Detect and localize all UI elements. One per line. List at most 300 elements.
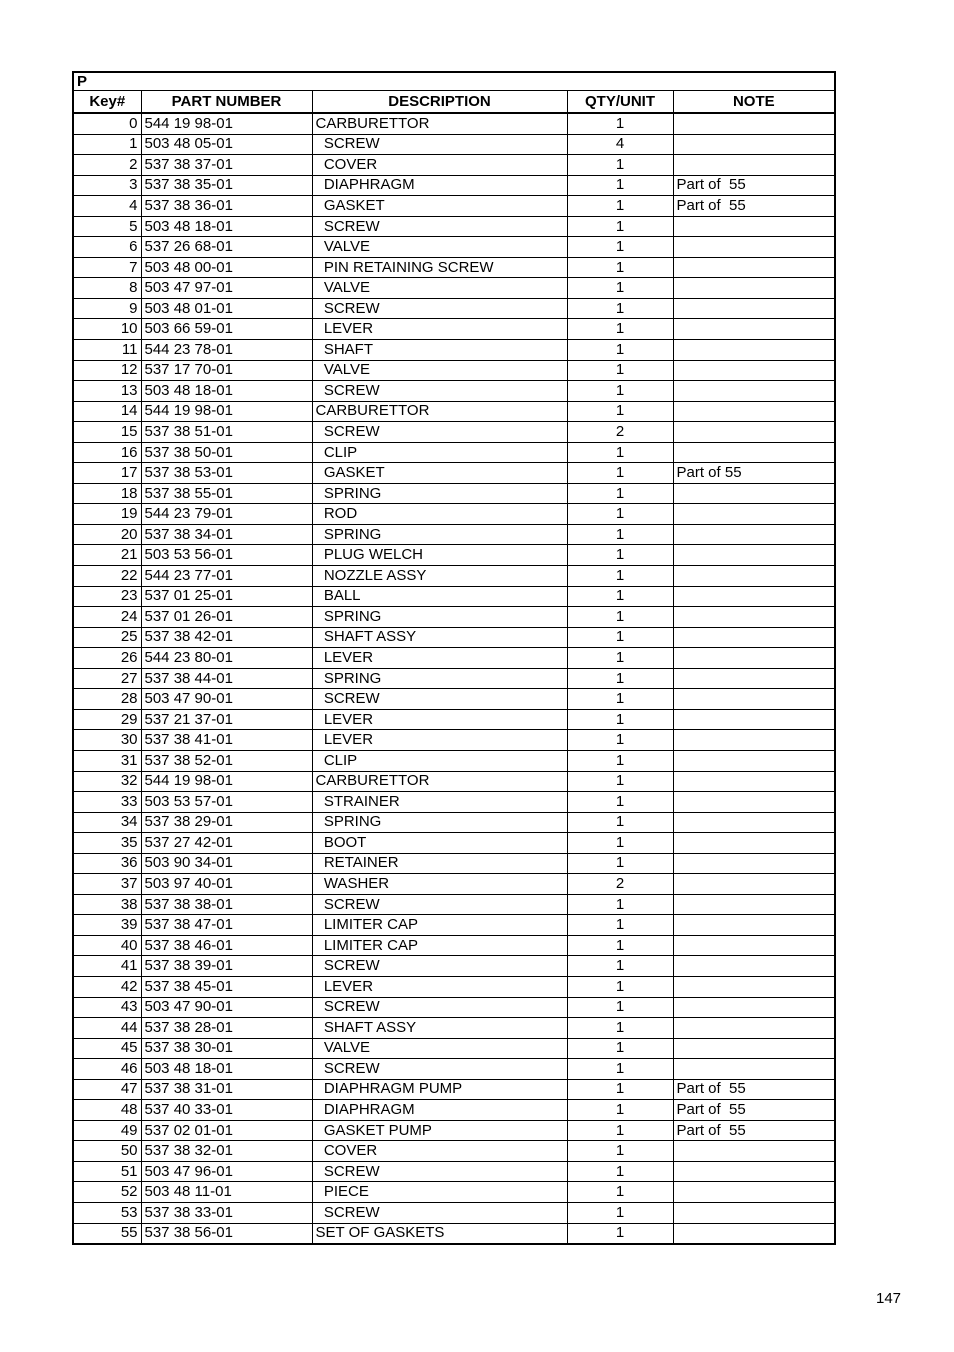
qty-cell: 1: [567, 689, 673, 710]
qty-cell: 1: [567, 1079, 673, 1100]
description-cell: CARBURETTOR: [312, 113, 567, 134]
qty-cell: 1: [567, 935, 673, 956]
key-cell: 32: [73, 771, 141, 792]
table-row: [73, 1038, 835, 1059]
note-cell: Part of 55: [673, 1100, 835, 1121]
qty-cell: 1: [567, 627, 673, 648]
qty-cell: 4: [567, 134, 673, 155]
note-cell: [673, 134, 835, 155]
description-cell: SPRING: [312, 524, 567, 545]
description-cell: SCREW: [312, 997, 567, 1018]
qty-cell: 1: [567, 155, 673, 176]
note-cell: [673, 442, 835, 463]
header-note: NOTE: [673, 91, 835, 114]
part-number-cell: 544 23 79-01: [141, 504, 312, 525]
part-number-cell: 503 53 57-01: [141, 792, 312, 813]
description-cell: LEVER: [312, 709, 567, 730]
note-cell: [673, 1141, 835, 1162]
qty-cell: 1: [567, 278, 673, 299]
note-cell: [673, 874, 835, 895]
note-cell: [673, 1202, 835, 1223]
note-cell: [673, 997, 835, 1018]
key-cell: 7: [73, 257, 141, 278]
qty-cell: 1: [567, 401, 673, 422]
key-cell: 45: [73, 1038, 141, 1059]
qty-cell: 1: [567, 545, 673, 566]
table-row: [73, 976, 835, 997]
table-row: [73, 771, 835, 792]
key-cell: 31: [73, 750, 141, 771]
part-number-cell: 537 38 38-01: [141, 894, 312, 915]
key-cell: 17: [73, 463, 141, 484]
key-cell: 8: [73, 278, 141, 299]
qty-cell: 1: [567, 997, 673, 1018]
qty-cell: 1: [567, 709, 673, 730]
qty-cell: 1: [567, 956, 673, 977]
note-cell: [673, 278, 835, 299]
key-cell: 18: [73, 483, 141, 504]
note-cell: [673, 812, 835, 833]
description-cell: SPRING: [312, 812, 567, 833]
table-row: [73, 915, 835, 936]
part-number-cell: 503 47 97-01: [141, 278, 312, 299]
table-row: [73, 381, 835, 402]
description-cell: LEVER: [312, 730, 567, 751]
description-cell: SPRING: [312, 483, 567, 504]
key-cell: 16: [73, 442, 141, 463]
qty-cell: 1: [567, 442, 673, 463]
table-row: [73, 113, 835, 134]
part-number-cell: 537 38 28-01: [141, 1018, 312, 1039]
part-number-cell: 537 01 25-01: [141, 586, 312, 607]
qty-cell: 1: [567, 1018, 673, 1039]
description-cell: ROD: [312, 504, 567, 525]
part-number-cell: 537 38 36-01: [141, 196, 312, 217]
qty-cell: 1: [567, 853, 673, 874]
note-cell: Part of 55: [673, 463, 835, 484]
part-number-cell: 544 23 77-01: [141, 566, 312, 587]
key-cell: 3: [73, 175, 141, 196]
table-row: [73, 997, 835, 1018]
part-number-cell: 537 38 55-01: [141, 483, 312, 504]
note-cell: [673, 524, 835, 545]
note-cell: [673, 771, 835, 792]
table-row: [73, 874, 835, 895]
part-number-cell: 537 38 34-01: [141, 524, 312, 545]
key-cell: 0: [73, 113, 141, 134]
note-cell: [673, 586, 835, 607]
key-cell: 27: [73, 668, 141, 689]
description-cell: VALVE: [312, 360, 567, 381]
description-cell: SCREW: [312, 956, 567, 977]
description-cell: SCREW: [312, 134, 567, 155]
part-number-cell: 503 48 11-01: [141, 1182, 312, 1203]
qty-cell: 1: [567, 483, 673, 504]
table-row: [73, 504, 835, 525]
part-number-cell: 537 38 42-01: [141, 627, 312, 648]
part-number-cell: 537 01 26-01: [141, 607, 312, 628]
key-cell: 6: [73, 237, 141, 258]
description-cell: PIN RETAINING SCREW: [312, 257, 567, 278]
description-cell: SPRING: [312, 668, 567, 689]
table-row: [73, 298, 835, 319]
note-cell: [673, 237, 835, 258]
qty-cell: 1: [567, 216, 673, 237]
qty-cell: 1: [567, 381, 673, 402]
key-cell: 46: [73, 1059, 141, 1080]
part-number-cell: 503 48 01-01: [141, 298, 312, 319]
table-row: [73, 1059, 835, 1080]
description-cell: SHAFT ASSY: [312, 627, 567, 648]
qty-cell: 2: [567, 874, 673, 895]
note-cell: Part of 55: [673, 1120, 835, 1141]
table-row: [73, 1223, 835, 1244]
part-number-cell: 537 38 30-01: [141, 1038, 312, 1059]
table-row: [73, 257, 835, 278]
table-row: [73, 1202, 835, 1223]
note-cell: [673, 1059, 835, 1080]
part-number-cell: 537 38 50-01: [141, 442, 312, 463]
qty-cell: 1: [567, 771, 673, 792]
description-cell: PLUG WELCH: [312, 545, 567, 566]
part-number-cell: 544 23 78-01: [141, 340, 312, 361]
table-row: [73, 1018, 835, 1039]
note-cell: [673, 709, 835, 730]
key-cell: 47: [73, 1079, 141, 1100]
qty-cell: 1: [567, 833, 673, 854]
description-cell: SCREW: [312, 216, 567, 237]
part-number-cell: 537 38 39-01: [141, 956, 312, 977]
key-cell: 33: [73, 792, 141, 813]
qty-cell: 1: [567, 668, 673, 689]
part-number-cell: 544 19 98-01: [141, 401, 312, 422]
qty-cell: 1: [567, 175, 673, 196]
part-number-cell: 537 38 53-01: [141, 463, 312, 484]
table-row: [73, 627, 835, 648]
part-number-cell: 537 38 33-01: [141, 1202, 312, 1223]
qty-cell: 1: [567, 524, 673, 545]
description-cell: STRAINER: [312, 792, 567, 813]
part-number-cell: 537 38 41-01: [141, 730, 312, 751]
part-number-cell: 503 48 18-01: [141, 216, 312, 237]
table-row: [73, 750, 835, 771]
note-cell: [673, 1038, 835, 1059]
key-cell: 10: [73, 319, 141, 340]
note-cell: [673, 1018, 835, 1039]
note-cell: [673, 381, 835, 402]
qty-cell: 1: [567, 792, 673, 813]
table-row: [73, 463, 835, 484]
parts-table: [72, 71, 836, 1245]
table-row: [73, 730, 835, 751]
key-cell: 37: [73, 874, 141, 895]
qty-cell: 1: [567, 1038, 673, 1059]
description-cell: NOZZLE ASSY: [312, 566, 567, 587]
note-cell: [673, 648, 835, 669]
table-row: [73, 586, 835, 607]
part-number-cell: 537 38 45-01: [141, 976, 312, 997]
description-cell: CLIP: [312, 750, 567, 771]
key-cell: 49: [73, 1120, 141, 1141]
table-row: [73, 1100, 835, 1121]
table-row: [73, 792, 835, 813]
note-cell: [673, 298, 835, 319]
description-cell: VALVE: [312, 278, 567, 299]
parts-body: [73, 113, 835, 1244]
part-number-cell: 544 19 98-01: [141, 113, 312, 134]
table-row: [73, 175, 835, 196]
key-cell: 50: [73, 1141, 141, 1162]
key-cell: 23: [73, 586, 141, 607]
key-cell: 39: [73, 915, 141, 936]
table-row: [73, 935, 835, 956]
note-cell: Part of 55: [673, 1079, 835, 1100]
qty-cell: 1: [567, 607, 673, 628]
qty-cell: 1: [567, 360, 673, 381]
header-part-number: PART NUMBER: [141, 91, 312, 114]
qty-cell: 1: [567, 730, 673, 751]
qty-cell: 1: [567, 504, 673, 525]
table-row: [73, 566, 835, 587]
table-row: [73, 689, 835, 710]
part-number-cell: 503 48 18-01: [141, 1059, 312, 1080]
description-cell: DIAPHRAGM PUMP: [312, 1079, 567, 1100]
note-cell: [673, 340, 835, 361]
note-cell: [673, 504, 835, 525]
header-description: DESCRIPTION: [312, 91, 567, 114]
qty-cell: 1: [567, 976, 673, 997]
key-cell: 51: [73, 1161, 141, 1182]
key-cell: 36: [73, 853, 141, 874]
note-cell: [673, 319, 835, 340]
key-cell: 26: [73, 648, 141, 669]
qty-cell: 1: [567, 1141, 673, 1162]
part-number-cell: 537 26 68-01: [141, 237, 312, 258]
part-number-cell: 503 48 00-01: [141, 257, 312, 278]
part-number-cell: 503 66 59-01: [141, 319, 312, 340]
table-row: [73, 1161, 835, 1182]
qty-cell: 1: [567, 257, 673, 278]
key-cell: 53: [73, 1202, 141, 1223]
note-cell: [673, 607, 835, 628]
qty-cell: 1: [567, 1059, 673, 1080]
header-key: Key#: [73, 91, 141, 114]
note-cell: [673, 216, 835, 237]
qty-cell: 1: [567, 1100, 673, 1121]
part-number-cell: 537 02 01-01: [141, 1120, 312, 1141]
key-cell: 28: [73, 689, 141, 710]
note-cell: [673, 113, 835, 134]
qty-cell: 1: [567, 586, 673, 607]
description-cell: CARBURETTOR: [312, 771, 567, 792]
part-number-cell: 537 38 51-01: [141, 422, 312, 443]
qty-cell: 1: [567, 566, 673, 587]
note-cell: [673, 483, 835, 504]
description-cell: SET OF GASKETS: [312, 1223, 567, 1244]
table-row: [73, 360, 835, 381]
header-row: [73, 91, 835, 114]
table-row: [73, 134, 835, 155]
part-number-cell: 503 47 90-01: [141, 689, 312, 710]
qty-cell: 1: [567, 237, 673, 258]
note-cell: [673, 1223, 835, 1244]
description-cell: SHAFT ASSY: [312, 1018, 567, 1039]
qty-cell: 1: [567, 750, 673, 771]
part-number-cell: 503 47 90-01: [141, 997, 312, 1018]
key-cell: 15: [73, 422, 141, 443]
table-row: [73, 668, 835, 689]
table-row: [73, 1141, 835, 1162]
table-row: [73, 155, 835, 176]
key-cell: 48: [73, 1100, 141, 1121]
description-cell: LEVER: [312, 976, 567, 997]
table-row: [73, 956, 835, 977]
key-cell: 42: [73, 976, 141, 997]
table-row: [73, 442, 835, 463]
description-cell: VALVE: [312, 1038, 567, 1059]
key-cell: 24: [73, 607, 141, 628]
description-cell: DIAPHRAGM: [312, 1100, 567, 1121]
note-cell: [673, 155, 835, 176]
key-cell: 43: [73, 997, 141, 1018]
note-cell: [673, 915, 835, 936]
key-cell: 29: [73, 709, 141, 730]
description-cell: SHAFT: [312, 340, 567, 361]
table-row: [73, 812, 835, 833]
key-cell: 30: [73, 730, 141, 751]
note-cell: [673, 422, 835, 443]
table-row: [73, 319, 835, 340]
key-cell: 2: [73, 155, 141, 176]
description-cell: SCREW: [312, 381, 567, 402]
table-row: [73, 340, 835, 361]
key-cell: 5: [73, 216, 141, 237]
qty-cell: 1: [567, 1223, 673, 1244]
note-cell: [673, 627, 835, 648]
table-row: [73, 1079, 835, 1100]
description-cell: PIECE: [312, 1182, 567, 1203]
note-cell: [673, 689, 835, 710]
description-cell: DIAPHRAGM: [312, 175, 567, 196]
table-row: [73, 607, 835, 628]
description-cell: LEVER: [312, 648, 567, 669]
qty-cell: 1: [567, 1120, 673, 1141]
key-cell: 52: [73, 1182, 141, 1203]
part-number-cell: 503 47 96-01: [141, 1161, 312, 1182]
qty-cell: 1: [567, 1182, 673, 1203]
description-cell: GASKET: [312, 196, 567, 217]
part-number-cell: 544 23 80-01: [141, 648, 312, 669]
description-cell: SCREW: [312, 298, 567, 319]
part-number-cell: 537 38 56-01: [141, 1223, 312, 1244]
description-cell: SCREW: [312, 422, 567, 443]
note-cell: [673, 853, 835, 874]
section-row: [73, 72, 835, 91]
table-row: [73, 833, 835, 854]
note-cell: [673, 935, 835, 956]
description-cell: LIMITER CAP: [312, 935, 567, 956]
note-cell: [673, 1161, 835, 1182]
description-cell: BALL: [312, 586, 567, 607]
note-cell: [673, 257, 835, 278]
table-row: [73, 853, 835, 874]
key-cell: 22: [73, 566, 141, 587]
description-cell: SCREW: [312, 1059, 567, 1080]
part-number-cell: 537 38 47-01: [141, 915, 312, 936]
key-cell: 13: [73, 381, 141, 402]
qty-cell: 1: [567, 319, 673, 340]
part-number-cell: 537 38 37-01: [141, 155, 312, 176]
part-number-cell: 503 48 05-01: [141, 134, 312, 155]
description-cell: WASHER: [312, 874, 567, 895]
qty-cell: 1: [567, 648, 673, 669]
table-row: [73, 237, 835, 258]
table-row: [73, 216, 835, 237]
description-cell: LIMITER CAP: [312, 915, 567, 936]
qty-cell: 1: [567, 1161, 673, 1182]
part-number-cell: 537 38 44-01: [141, 668, 312, 689]
qty-cell: 1: [567, 463, 673, 484]
qty-cell: 2: [567, 422, 673, 443]
description-cell: LEVER: [312, 319, 567, 340]
section-label: P: [73, 72, 835, 91]
table-row: [73, 483, 835, 504]
header-qty-unit: QTY/UNIT: [567, 91, 673, 114]
qty-cell: 1: [567, 298, 673, 319]
description-cell: CLIP: [312, 442, 567, 463]
key-cell: 35: [73, 833, 141, 854]
note-cell: [673, 401, 835, 422]
note-cell: [673, 566, 835, 587]
table-row: [73, 1182, 835, 1203]
table-row: [73, 524, 835, 545]
table-row: [73, 894, 835, 915]
note-cell: [673, 956, 835, 977]
qty-cell: 1: [567, 894, 673, 915]
key-cell: 38: [73, 894, 141, 915]
description-cell: CARBURETTOR: [312, 401, 567, 422]
part-number-cell: 537 38 29-01: [141, 812, 312, 833]
qty-cell: 1: [567, 113, 673, 134]
part-number-cell: 503 90 34-01: [141, 853, 312, 874]
note-cell: [673, 976, 835, 997]
description-cell: VALVE: [312, 237, 567, 258]
note-cell: [673, 750, 835, 771]
part-number-cell: 537 38 32-01: [141, 1141, 312, 1162]
description-cell: SCREW: [312, 894, 567, 915]
part-number-cell: 537 40 33-01: [141, 1100, 312, 1121]
table-row: [73, 422, 835, 443]
note-cell: [673, 894, 835, 915]
key-cell: 25: [73, 627, 141, 648]
table-row: [73, 545, 835, 566]
qty-cell: 1: [567, 812, 673, 833]
key-cell: 14: [73, 401, 141, 422]
qty-cell: 1: [567, 196, 673, 217]
description-cell: SCREW: [312, 689, 567, 710]
key-cell: 12: [73, 360, 141, 381]
description-cell: BOOT: [312, 833, 567, 854]
part-number-cell: 544 19 98-01: [141, 771, 312, 792]
description-cell: SCREW: [312, 1202, 567, 1223]
key-cell: 55: [73, 1223, 141, 1244]
note-cell: [673, 1182, 835, 1203]
part-number-cell: 537 27 42-01: [141, 833, 312, 854]
description-cell: GASKET: [312, 463, 567, 484]
key-cell: 4: [73, 196, 141, 217]
part-number-cell: 537 38 31-01: [141, 1079, 312, 1100]
table-row: [73, 648, 835, 669]
